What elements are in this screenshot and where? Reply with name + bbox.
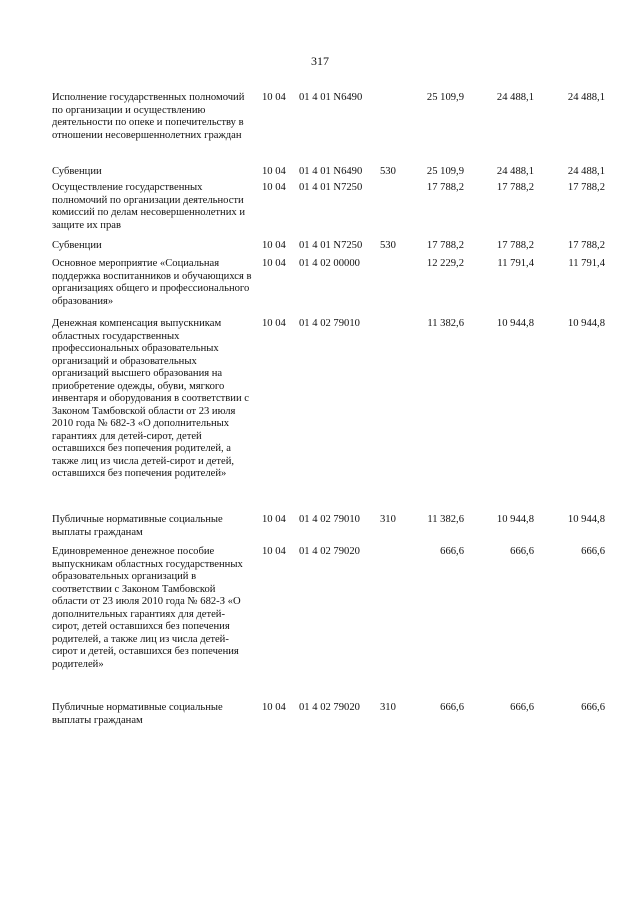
amount-3: 10 944,8 (567, 514, 605, 525)
expense-type-code: 530 (380, 240, 396, 251)
section-code: 10 04 (262, 318, 286, 329)
target-article-code: 01 4 02 79010 (299, 318, 360, 329)
expense-type-code: 310 (380, 514, 396, 525)
amount-3: 11 791,4 (568, 258, 605, 269)
section-code: 10 04 (262, 240, 286, 251)
expense-type-code: 530 (380, 166, 396, 177)
row-name: Субвенции (52, 166, 102, 177)
amount-1: 17 788,2 (426, 240, 464, 251)
row-name: Субвенции (52, 240, 102, 251)
amount-3: 24 488,1 (567, 166, 605, 177)
amount-3: 24 488,1 (567, 92, 605, 103)
row-name: Основное мероприятие «Социальная поддержка воспитанников и обучающихся в организациях общего и профессионального образования» (52, 258, 252, 307)
amount-2: 24 488,1 (496, 166, 534, 177)
target-article-code: 01 4 02 79020 (299, 702, 360, 713)
row-name: Денежная компенсация выпускникам областных государственных профессиональных образовательных организаций и образовательных организаций высшего образования на приобретение одежды, обуви, мягкого инвентаря и оборудования в соответствии с Законом Тамбовской области от 23 июля 2010 года № 682-З «О дополнительных гарантиях для детей-сирот, детей оставшихся без попечения родителей, а также лиц из числа детей-сирот и детей, оставшихся без попечения родителей» (52, 318, 249, 479)
target-article-code: 01 4 01 N6490 (299, 166, 363, 177)
target-article-code: 01 4 02 00000 (299, 258, 360, 269)
amount-2: 11 791,4 (497, 258, 534, 269)
section-code: 10 04 (262, 182, 286, 193)
row-name: Публичные нормативные социальные выплаты гражданам (52, 514, 223, 538)
amount-3: 10 944,8 (567, 318, 605, 329)
amount-1: 666,6 (440, 546, 464, 557)
amount-2: 666,6 (510, 546, 534, 557)
target-article-code: 01 4 02 79020 (299, 546, 360, 557)
target-article-code: 01 4 01 N7250 (299, 240, 363, 251)
amount-3: 666,6 (581, 702, 605, 713)
section-code: 10 04 (262, 702, 286, 713)
amount-2: 17 788,2 (496, 182, 534, 193)
amount-1: 11 382,6 (427, 318, 464, 329)
row-name: Исполнение государственных полномочий по организации и осуществлению деятельности по опеке и попечительству в отношении несовершеннолетних граждан (52, 92, 245, 141)
amount-2: 10 944,8 (496, 514, 534, 525)
row-name: Публичные нормативные социальные выплаты гражданам (52, 702, 223, 726)
target-article-code: 01 4 01 N6490 (299, 92, 363, 103)
amount-2: 17 788,2 (496, 240, 534, 251)
section-code: 10 04 (262, 92, 286, 103)
amount-2: 666,6 (510, 702, 534, 713)
section-code: 10 04 (262, 258, 286, 269)
amount-2: 24 488,1 (496, 92, 534, 103)
amount-1: 666,6 (440, 702, 464, 713)
amount-1: 25 109,9 (426, 166, 464, 177)
amount-1: 25 109,9 (426, 92, 464, 103)
section-code: 10 04 (262, 166, 286, 177)
target-article-code: 01 4 01 N7250 (299, 182, 363, 193)
amount-1: 17 788,2 (426, 182, 464, 193)
amount-1: 12 229,2 (426, 258, 464, 269)
amount-2: 10 944,8 (496, 318, 534, 329)
expense-type-code: 310 (380, 702, 396, 713)
page-number: 317 (311, 54, 329, 68)
amount-3: 666,6 (581, 546, 605, 557)
row-name: Единовременное денежное пособие выпускникам областных государственных образовательных организаций в соответствии с Законом Тамбовской области от 23 июля 2010 года № 682-З «О дополнительных гарантиях для детей-сирот, детей оставшихся без попечения родителей, а также лиц из числа детей-сирот и детей, оставшихся без попечения родителей» (52, 546, 243, 670)
section-code: 10 04 (262, 514, 286, 525)
amount-1: 11 382,6 (427, 514, 464, 525)
section-code: 10 04 (262, 546, 286, 557)
row-name: Осуществление государственных полномочий по организации деятельности комиссий по делам несовершеннолетних и защите их прав (52, 182, 246, 231)
target-article-code: 01 4 02 79010 (299, 514, 360, 525)
amount-3: 17 788,2 (567, 182, 605, 193)
amount-3: 17 788,2 (567, 240, 605, 251)
